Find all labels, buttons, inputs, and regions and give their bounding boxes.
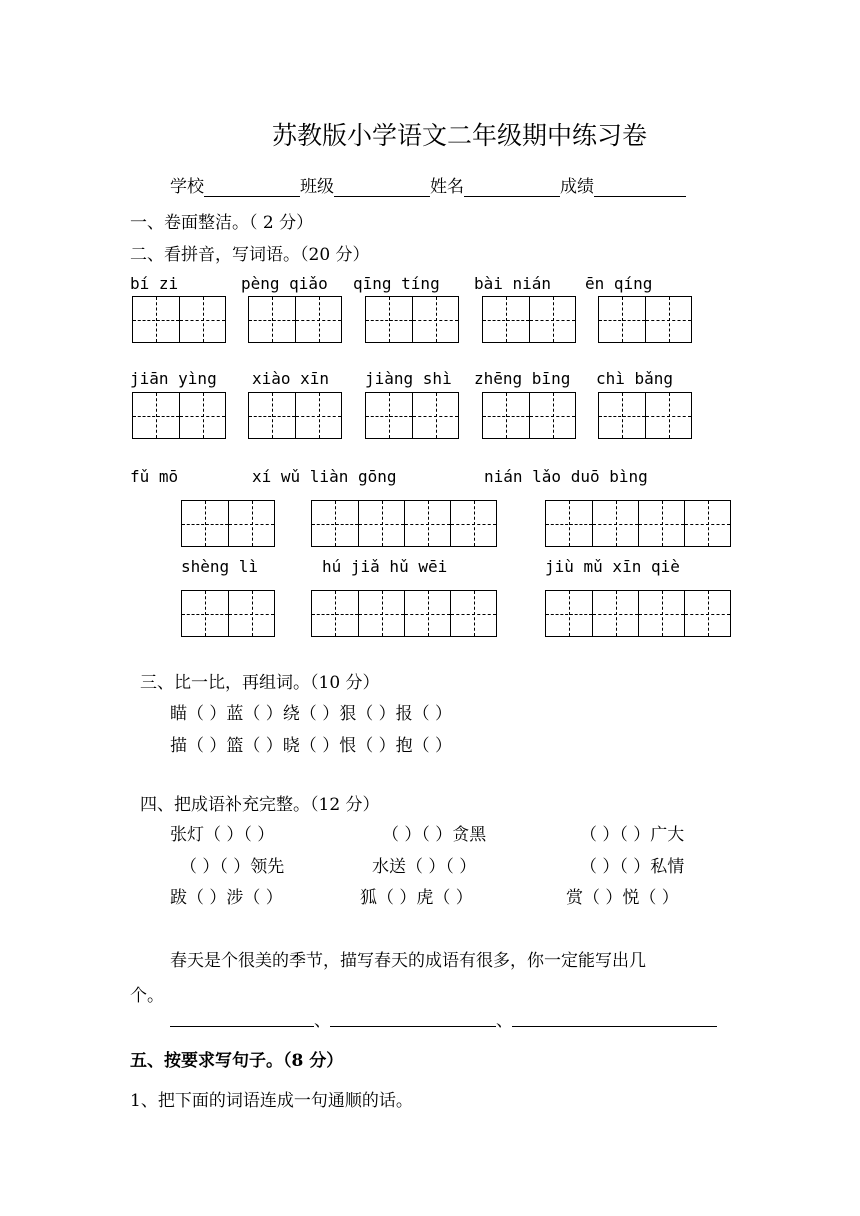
- writing-grid[interactable]: [482, 392, 576, 439]
- pinyin-label: fǔ mō: [130, 467, 179, 486]
- school-label: 学校: [170, 177, 204, 197]
- pinyin-label: nián lǎo duō bìng: [484, 467, 648, 486]
- writing-grid[interactable]: [311, 500, 497, 547]
- compare-row: 瞄（ ）蓝（ ）绕（ ）狠（ ）报（ ）: [170, 704, 453, 724]
- question-5-1: 1、把下面的词语连成一句通顺的话。: [130, 1091, 413, 1111]
- separator: 、: [314, 1011, 331, 1031]
- idiom-item: 赏（ ）悦（ ）: [566, 888, 679, 908]
- pinyin-label: zhēng bīng: [474, 369, 571, 388]
- pinyin-label: jiàng shì: [365, 369, 452, 388]
- idiom-item: （ ）（ ）领先: [180, 857, 285, 877]
- idiom-item: （ ）（ ）私情: [580, 857, 685, 877]
- page-title: 苏教版小学语文二年级期中练习卷: [272, 121, 648, 150]
- spring-question-line: 个。: [130, 986, 164, 1006]
- answer-blank[interactable]: [170, 1026, 314, 1027]
- writing-grid[interactable]: [598, 296, 692, 343]
- idiom-item: 张灯（ ）（ ）: [170, 825, 275, 845]
- pinyin-label: qīng tíng: [353, 274, 440, 293]
- section-5-heading: 五、按要求写句子。（8 分）: [130, 1051, 344, 1071]
- writing-grid[interactable]: [482, 296, 576, 343]
- pinyin-label: ēn qíng: [585, 274, 653, 293]
- answer-blank[interactable]: [512, 1026, 717, 1027]
- pinyin-label: pèng qiǎo: [241, 274, 328, 293]
- score-label: 成绩: [560, 177, 594, 197]
- pinyin-label: jiān yìng: [130, 369, 217, 388]
- idiom-item: （ ）（ ）贪黑: [382, 825, 487, 845]
- writing-grid[interactable]: [181, 500, 275, 547]
- idiom-item: 水送（ ）（ ）: [372, 857, 477, 877]
- class-blank[interactable]: [334, 176, 430, 197]
- idiom-item: 跋（ ）涉（ ）: [170, 888, 283, 908]
- writing-grid[interactable]: [132, 296, 226, 343]
- writing-grid[interactable]: [132, 392, 226, 439]
- writing-grid[interactable]: [545, 590, 731, 637]
- writing-grid[interactable]: [248, 296, 342, 343]
- school-blank[interactable]: [204, 176, 300, 197]
- section-2-heading: 二、看拼音，写词语。（20 分）: [130, 245, 370, 265]
- writing-grid[interactable]: [598, 392, 692, 439]
- name-label: 姓名: [430, 177, 464, 197]
- pinyin-label: jiù mǔ xīn qiè: [545, 557, 680, 576]
- section-4-heading: 四、把成语补充完整。（12 分）: [140, 795, 380, 815]
- answer-blank[interactable]: [330, 1026, 496, 1027]
- name-blank[interactable]: [464, 176, 560, 197]
- writing-grid[interactable]: [365, 392, 459, 439]
- compare-row: 描（ ）篮（ ）晓（ ）恨（ ）抱（ ）: [170, 736, 453, 756]
- writing-grid[interactable]: [248, 392, 342, 439]
- idiom-item: 狐（ ）虎（ ）: [360, 888, 473, 908]
- spring-question-line: 春天是个很美的季节，描写春天的成语有很多，你一定能写出几: [170, 951, 646, 971]
- section-1-heading: 一、卷面整洁。（ 2 分）: [130, 213, 314, 233]
- pinyin-label: chì bǎng: [596, 369, 674, 388]
- idiom-item: （ ）（ ）广大: [580, 825, 685, 845]
- pinyin-label: bài nián: [474, 274, 552, 293]
- separator: 、: [496, 1011, 513, 1031]
- pinyin-label: bí zi: [130, 274, 179, 293]
- writing-grid[interactable]: [545, 500, 731, 547]
- writing-grid[interactable]: [181, 590, 275, 637]
- section-3-heading: 三、比一比，再组词。（10 分）: [140, 673, 380, 693]
- pinyin-label: xí wǔ liàn gōng: [252, 467, 397, 486]
- writing-grid[interactable]: [311, 590, 497, 637]
- pinyin-label: hú jiǎ hǔ wēi: [322, 557, 448, 576]
- pinyin-label: shèng lì: [181, 557, 259, 576]
- writing-grid[interactable]: [365, 296, 459, 343]
- class-label: 班级: [300, 177, 334, 197]
- score-blank[interactable]: [594, 176, 686, 197]
- student-info-row: [170, 172, 686, 197]
- pinyin-label: xiào xīn: [252, 369, 330, 388]
